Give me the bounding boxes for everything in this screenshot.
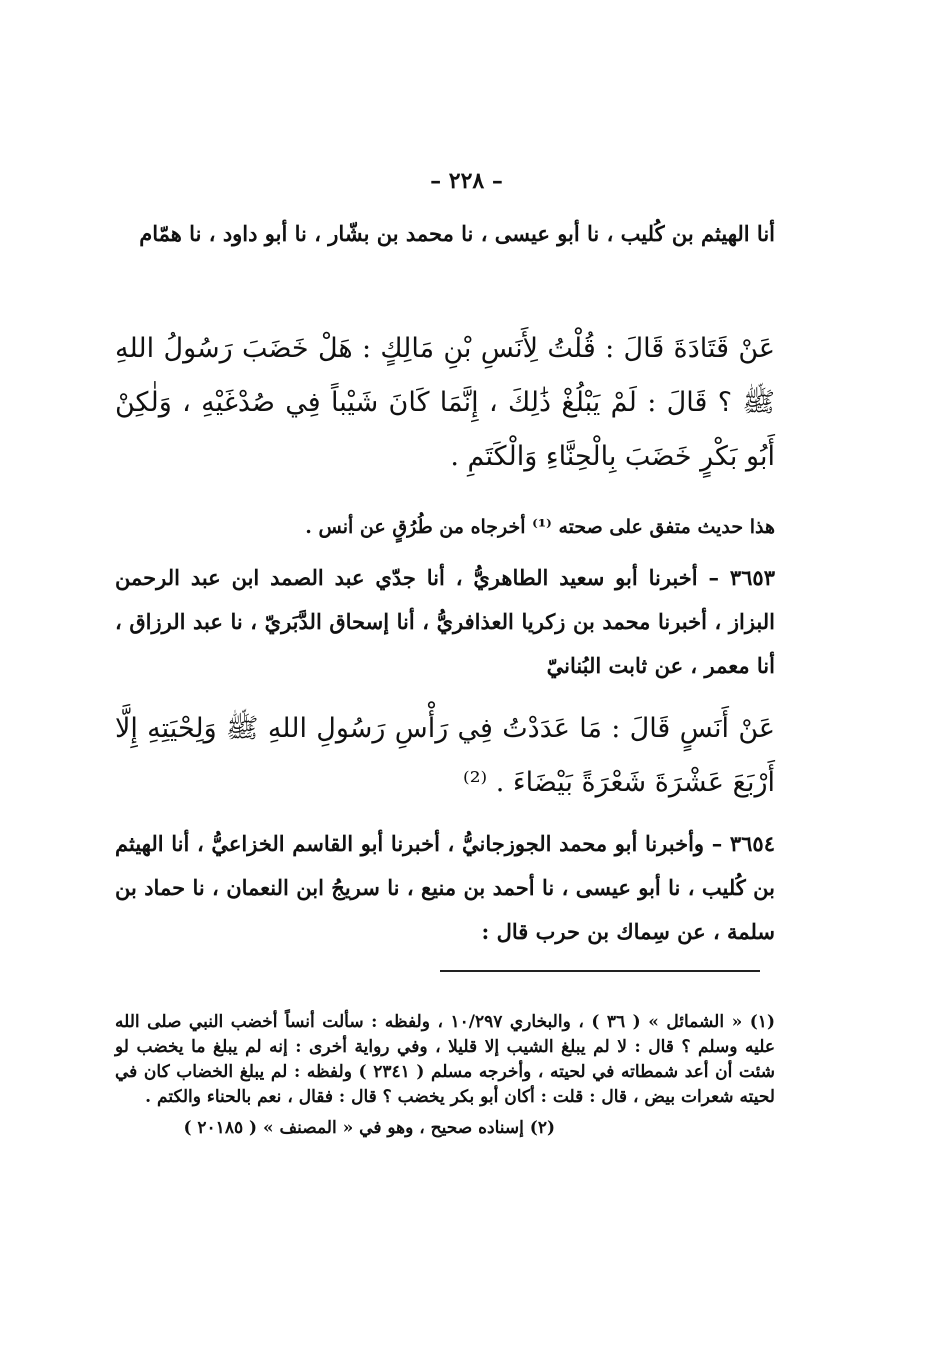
hadith-3653-isnad (115, 556, 775, 688)
hadith-grading (115, 512, 775, 542)
hadith-3653-matn (115, 702, 775, 810)
hadith-number: ٣٦٥٣ (729, 565, 775, 590)
footnotes (115, 1010, 775, 1147)
hadith-number: ٣٦٥٤ (729, 831, 775, 856)
hadith-3654-isnad (115, 822, 775, 954)
footnote-1: (١) « الشمائل » ( ٣٦ ) ، والبخاري ١٠/٢٩٧ ، ولفظه : سألت أنساً أخضب النبي صلى الله عليه وسلم ؟ قال : لا لم يبلغ الشيب إلا قليلا ، وفي رواية أخرى : إنه لم يبلغ ما يخضب لو شئت أن أعد شمطاته في لحيته ، وأخرجه مسلم ( ٢٣٤١ ) ولفظه : لم يبلغ الخضاب كان في لحيته شعرات بيض ، قال : قلت : أكان أبو بكر يخضب ؟ قال : فقال ، نعم بالحناء والكتم . (115, 1012, 775, 1107)
grading-text: هذا حديث متفق على صحته ⁽¹⁾ أخرجاه من طُرُقٍ عن أنس . (305, 516, 775, 538)
matn-text: عَنْ قَتَادَةَ قَالَ : قُلْتُ لِأَنَسِ بْنِ مَالِكٍ : هَلْ خَضَبَ رَسُولُ اللهِ ﷺ ؟ قَالَ : لَمْ يَبْلُغْ ذَٰلِكَ ، إِنَّمَا كَانَ شَيْباً فِي صُدْغَيْهِ ، وَلٰكِنْ أَبُو بَكْرٍ خَضَبَ بِالْحِنَّاءِ وَالْكَتَمِ . (115, 333, 775, 472)
footnote-separator (440, 970, 760, 972)
hadith-paragraph (115, 822, 775, 954)
hadith-paragraph (115, 556, 775, 688)
matn-text: عَنْ أَنَسٍ قَالَ : مَا عَدَدْتُ فِي رَأْسِ رَسُولِ اللهِ ﷺ وَلِحْيَتِهِ إِلَّا أَرْبَعَ عَشْرَةَ شَعْرَةً بَيْضَاءَ . ⁽²⁾ (115, 713, 775, 798)
isnad-text: – وأخبرنا أبو محمد الجوزجانيُّ ، أخبرنا أبو القاسم الخزاعيُّ ، أنا الهيثم بن كُليب ، نا أبو عيسى ، نا أحمد بن منيع ، نا سريجُ ابن النعمان ، نا حماد بن سلمة ، عن سِماك بن حرب قال : (115, 831, 775, 944)
isnad-text: أنا الهيثم بن كُليب ، نا أبو عيسى ، نا محمد بن بشّار ، نا أبو داود ، نا همّام (139, 221, 775, 246)
matn-1 (115, 322, 775, 484)
page-number: – ٢٢٨ – (430, 168, 503, 194)
isnad-chain-1 (115, 212, 775, 256)
footnote-2: (٢) إسناده صحيح ، وهو في « المصنف » ( ٢٠١٨٥ ) (183, 1118, 555, 1138)
isnad-text: – أخبرنا أبو سعيد الطاهريُّ ، أنا جدّي عبد الصمد ابن عبد الرحمن البزاز ، أخبرنا محمد بن زكريا العذافريُّ ، أنا إسحاق الدَّبَريّ ، نا عبد الرزاق ، أنا معمر ، عن ثابت البُنانيّ (115, 565, 775, 678)
